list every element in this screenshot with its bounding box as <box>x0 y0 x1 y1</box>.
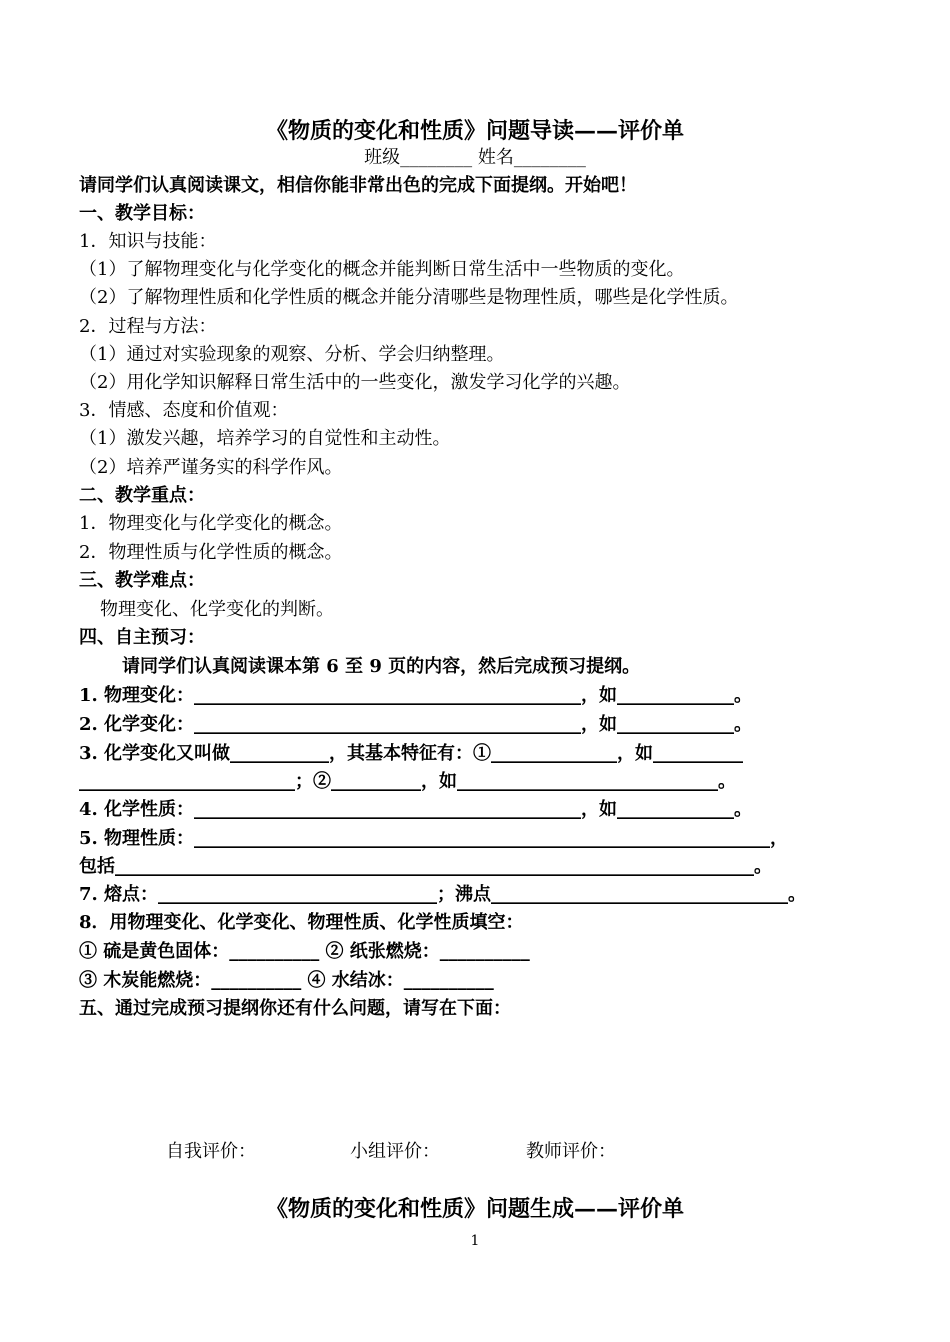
goal-2b: （2）用化学知识解释日常生活中的一些变化，激发学习化学的兴趣。 <box>79 372 631 393</box>
goal-3a: （1）激发兴趣，培养学习的自觉性和主动性。 <box>79 428 451 449</box>
section-heading-goals: 一、教学目标： <box>79 203 205 224</box>
question-7: 7. 熔点：_______________________________；沸点_________________________________。 <box>79 884 807 905</box>
group-evaluation-label: 小组评价： <box>350 1141 440 1162</box>
question-8-line-1: ① 硫是黄色固体：__________ ② 纸张燃烧：__________ <box>79 941 530 962</box>
question-2: 2. 化学变化：___________________________________________，如_____________。 <box>79 714 753 735</box>
section-heading-difficulty: 三、教学难点： <box>79 570 205 591</box>
self-evaluation-label: 自我评价： <box>166 1141 256 1162</box>
difficulty-1: 物理变化、化学变化的判断。 <box>100 599 334 620</box>
preview-intro: 请同学们认真阅读课本第 6 至 9 页的内容，然后完成预习提纲。 <box>122 656 641 677</box>
class-name-line: 班级________ 姓名________ <box>364 147 586 168</box>
goal-2: 2．过程与方法： <box>79 316 217 337</box>
key-point-2: 2．物理性质与化学性质的概念。 <box>79 542 343 563</box>
intro-text: 请同学们认真阅读课文，相信你能非常出色的完成下面提纲。开始吧！ <box>79 175 637 196</box>
document-title: 《物质的变化和性质》问题导读——评价单 <box>265 118 684 144</box>
goal-3: 3．情感、态度和价值观： <box>79 400 289 421</box>
question-3-line-2: ________________________；②__________，如_____________________________。 <box>79 771 736 792</box>
goal-2a: （1）通过对实验现象的观察、分析、学会归纳整理。 <box>79 344 505 365</box>
page-number: 1 <box>470 1233 480 1249</box>
question-5-line-2: 包括_______________________________________________________________________。 <box>79 856 772 877</box>
section-heading-preview: 四、自主预习： <box>79 627 205 648</box>
goal-1b: （2）了解物理性质和化学性质的概念并能分清哪些是物理性质，哪些是化学性质。 <box>79 287 739 308</box>
section-heading-questions: 五、通过完成预习提纲你还有什么问题，请写在下面： <box>79 998 511 1019</box>
teacher-evaluation-label: 教师评价： <box>526 1141 616 1162</box>
key-point-1: 1．物理变化与化学变化的概念。 <box>79 513 343 534</box>
question-3-line-1: 3. 化学变化又叫做___________，其基本特征有：①______________，如__________ <box>79 743 744 764</box>
goal-3b: （2）培养严谨务实的科学作风。 <box>79 457 343 478</box>
question-8: 8．用物理变化、化学变化、物理性质、化学性质填空： <box>79 912 524 933</box>
goal-1: 1．知识与技能： <box>79 231 217 252</box>
question-8-line-2: ③ 木炭能燃烧：__________ ④ 水结冰：__________ <box>79 970 494 991</box>
second-title: 《物质的变化和性质》问题生成——评价单 <box>265 1196 684 1222</box>
section-heading-key-points: 二、教学重点： <box>79 485 205 506</box>
question-1: 1. 物理变化：___________________________________________，如_____________。 <box>79 685 753 706</box>
question-4: 4. 化学性质：___________________________________________，如_____________。 <box>79 799 753 820</box>
goal-1a: （1）了解物理变化与化学变化的概念并能判断日常生活中一些物质的变化。 <box>79 259 685 280</box>
question-5-line-1: 5. 物理性质：________________________________________________________________， <box>79 828 789 849</box>
